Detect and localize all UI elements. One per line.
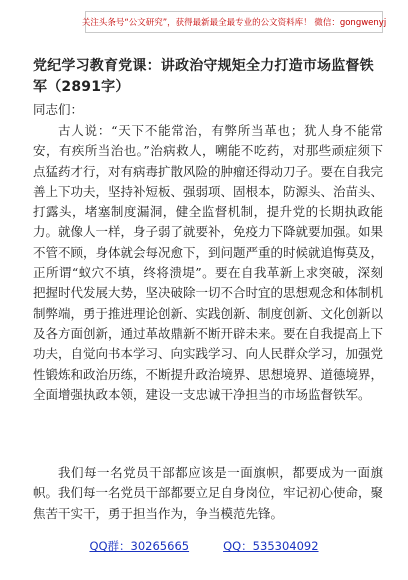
footer-contacts <box>0 538 408 554</box>
greeting: 同志们： <box>33 102 84 117</box>
qq-contact-link[interactable]: QQ：535304092 <box>223 539 319 553</box>
document-title: 党纪学习教育党课：讲政治守规矩全力打造市场监督铁军（2891字） <box>33 58 374 95</box>
qq-group-link[interactable]: QQ群：30265665 <box>89 539 190 553</box>
body-paragraph: 古人说：“天下不能常治，有弊所当革也；犹人身不能常安，有疾所当治也。”治病救人，嗍能不吃药，对那些顽症须下点猛药才行，对有病毒扩散风险的肿瘤还得动刀子。要在自我完善上下功夫，坚持补短板、强弱项、固根本，防源头、治苗头、打露头，堵塞制度漏洞，健全监督机制，提升党的长期执政能力。就像人一样，身子弱了就要补，免疫力下降就要加强。如果不管不顾，身体就会每况愈下，到问题严重的时候就追悔莫及，正所谓“蚁穴不填，终将溃堤”。要在自我革新上求突破，深刻把握时代发展大势，坚决破除一切不合时宜的思想观念和体制机制弊端，勇于推进理论创新、实践创新、制度创新、文化创新以及各方面创新，通过革故鼎新不断开辟未来。要在自我提高上下功夫，自觉向书本学习、向实践学习、向人民群众学习，加强党性锻炼和政治历练，不断提升政治境界、思想境界、道德境界，全面增强执政本领，建设一支忠诚干净担当的市场监督铁军。 <box>33 123 384 402</box>
source-banner: 关注头条号“公文研究”，获得最新最全最专业的公文资料库！ 微信：gongwenyj <box>85 11 383 33</box>
body-paragraph: 我们每一名党员干部都应该是一面旗帜，都要成为一面旗帜。我们每一名党员干部都要立足自身岗位，牢记初心使命，聚焦苦干实干，勇于担当作为，争当模范先锋。 <box>33 465 384 521</box>
